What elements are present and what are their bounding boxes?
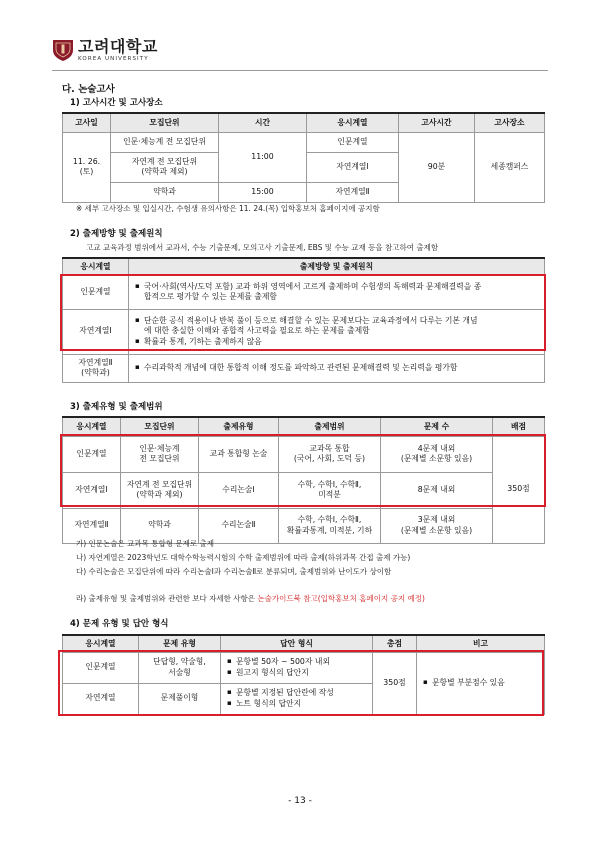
- s1-header-date: 고사일: [63, 113, 111, 132]
- s4-r1-b2: 원고지 형식의 답안지: [236, 667, 309, 677]
- s3-r2-count: 8문제 내외: [381, 472, 493, 508]
- s1-unit2-line2: (약학과 제외): [141, 167, 188, 176]
- s2-row3-bullet1: [135, 363, 542, 373]
- s3-r3-count-line2: (문제별 소문항 있음): [400, 525, 473, 535]
- s3-r2-range-line2: 미적분: [318, 490, 341, 499]
- answer-format-table: [62, 634, 545, 715]
- table-row: [63, 275, 545, 309]
- s4-header-total: 총점: [373, 635, 417, 652]
- s2-row2-bullet2: [135, 337, 542, 347]
- s3-r1-count-line2: (문제별 소문항 있음): [400, 454, 473, 463]
- s4-r2-format: [221, 683, 373, 714]
- s1-header-duration: 고사시간: [399, 113, 475, 132]
- table-row: [63, 354, 545, 382]
- s4-total: 350점: [373, 652, 417, 714]
- s4-r1-bullet2: [227, 668, 370, 678]
- table-row: [63, 132, 545, 152]
- university-name: 고려대학교: [78, 37, 158, 56]
- s2-title: 2) 출제방향 및 출제원칙: [70, 229, 163, 239]
- s4-r1-type-line2: 서술형: [168, 667, 191, 677]
- university-name-en: KOREA UNIVERSITY: [78, 56, 149, 62]
- s4-title: 4) 문제 유형 및 답안 형식: [70, 619, 169, 629]
- s3-r2-track: 자연계열Ⅰ: [63, 472, 121, 508]
- s2-header-direction: 출제방향 및 출제원칙: [129, 258, 545, 275]
- s3-header-count: 문제 수: [381, 417, 493, 436]
- s3-r3-range-line2: 확률과통계, 미적분, 기하: [286, 525, 373, 535]
- s4-header-remark: 비고: [417, 635, 545, 652]
- s3-title: 3) 출제유형 및 출제범위: [70, 402, 163, 412]
- s3-r1-unit-line1: 인문·체능계: [139, 443, 180, 453]
- s2-row3-b1: 수리과학적 개념에 대한 통합적 이해 정도를 파악하고 관련된 문제해결력 및 논리력을 평가함: [144, 362, 458, 372]
- s1-header-unit: 모집단위: [111, 113, 219, 132]
- s2-row3-track: [63, 354, 129, 382]
- s3-note-ga: 가) 인문논술은 교과목 통합형 문제로 출제: [76, 539, 215, 548]
- exam-scope-table: [62, 416, 545, 544]
- s3-header-range: 출제범위: [279, 417, 381, 436]
- section-title: 다. 논술고사: [62, 84, 115, 95]
- s4-remark: 문항별 부분점수 있음: [432, 677, 505, 687]
- s1-header-track: 응시계열: [307, 113, 399, 132]
- s3-r3-unit: 약학과: [121, 508, 199, 543]
- s3-r1-range-line2: (국어, 사회, 도덕 등): [293, 454, 366, 463]
- s1-unit1: 인문·체능계 전 모집단위: [111, 132, 219, 152]
- s3-header-type: 출제유형: [199, 417, 279, 436]
- s4-r2-b2: 노트 형식의 답안지: [236, 698, 302, 708]
- s1-venue: 세종캠퍼스: [475, 132, 545, 202]
- s2-header-track: 응시계열: [63, 258, 129, 275]
- s1-track3: 자연계열Ⅱ: [307, 182, 399, 202]
- page-header: [52, 38, 202, 68]
- s1-header-time: 시간: [219, 113, 307, 132]
- s1-time1: 11:00: [219, 132, 307, 182]
- s1-time2: 15:00: [219, 182, 307, 202]
- s2-row1-b1-line2: 합적으로 평가할 수 있는 문제를 출제함: [144, 292, 277, 301]
- s4-r1-bullet1: [227, 657, 370, 667]
- s3-r1-type: 교과 통합형 논술: [199, 436, 279, 472]
- korea-university-emblem-icon: [52, 38, 74, 62]
- s1-header-venue: 고사장소: [475, 113, 545, 132]
- s2-intro: 고교 교육과정 범위에서 교과서, 수능 기출문제, 모의고사 기출문제, EBS 및 수능 교재 등을 참고하여 출제함: [86, 243, 439, 252]
- table-row: [63, 508, 545, 543]
- s1-title: 1) 고사시간 및 고사장소: [70, 98, 163, 108]
- s3-note-ra-guidebook: 논술가이드북 참고(입학홍보처 홈페이지 공지 예정): [257, 594, 425, 603]
- s3-r3-track: 자연계열Ⅱ: [63, 508, 121, 543]
- s2-row2-b1-line1: 단순한 공식 적용이나 반복 풀이 등으로 해결할 수 있는 문제보다는 교육과정에서 다루는 기본 개념: [144, 316, 478, 326]
- s4-r1-type: [139, 652, 221, 683]
- s3-r2-unit-line1: 자연계 전 모집단위: [126, 479, 193, 489]
- s1-date-cell: [63, 132, 111, 202]
- s4-r1-b1: 문항별 50자 ~ 500자 내외: [236, 657, 330, 667]
- s3-header-track: 응시계열: [63, 417, 121, 436]
- s2-row1-content: [129, 275, 545, 309]
- s4-header-type: 문제 유형: [139, 635, 221, 652]
- s1-unit2: [111, 152, 219, 182]
- s1-date-line2: (토): [79, 167, 94, 176]
- exam-schedule-table: [62, 112, 545, 203]
- s3-r2-unit-line2: (약학과 제외): [136, 490, 183, 499]
- s4-remark-cell: [417, 652, 545, 714]
- s2-row3-track-line1: 자연계열Ⅱ: [78, 357, 113, 367]
- s2-row2-track: 자연계열Ⅰ: [63, 309, 129, 354]
- s3-header-unit: 모집단위: [121, 417, 199, 436]
- s3-r1-range-line1: 교과목 통합: [309, 443, 350, 453]
- s3-r1-unit-line2: 전 모집단위: [139, 454, 180, 463]
- s4-r1-format: [221, 652, 373, 683]
- s2-row2-b2: 확률과 통계, 기하는 출제하지 않음: [144, 336, 262, 346]
- page-number: - 13 -: [288, 796, 312, 806]
- s3-header-score: 배점: [493, 417, 545, 436]
- s3-r1-count-line1: 4문제 내외: [417, 443, 456, 453]
- s3-r3-type: 수리논술Ⅱ: [199, 508, 279, 543]
- s2-row1-track: 인문계열: [63, 275, 129, 309]
- s2-row1-b1-line1: 국어·사회(역사/도덕 포함) 교과 하위 영역에서 고르게 출제하며 수험생의 독해력과 문제해결력을 종: [144, 281, 482, 291]
- table-row: [63, 436, 545, 472]
- s4-remark-bullet: [423, 678, 542, 688]
- s4-r2-type: 문제풀이형: [139, 683, 221, 714]
- exam-direction-table: [62, 257, 545, 383]
- s3-note-na: 나) 자연계열은 2023학년도 대학수학능력시험의 수학 출제범위에 따라 출제(하위과목 간접 출제 가능): [76, 553, 411, 562]
- s2-row2-content: [129, 309, 545, 354]
- s2-row3-track-line2: (약학과): [81, 368, 110, 377]
- s3-note-ra: [76, 594, 425, 604]
- table-row: [63, 652, 545, 683]
- s1-date-line1: 11. 26.: [72, 156, 101, 166]
- s1-unit3: 약학과: [111, 182, 219, 202]
- s4-r2-track: 자연계열: [63, 683, 139, 714]
- s2-row3-content: [129, 354, 545, 382]
- s3-r3-range-line1: 수학, 수학Ⅰ, 수학Ⅱ,: [297, 515, 362, 525]
- s3-r1-track: 인문계열: [63, 436, 121, 472]
- s1-unit2-line1: 자연계 전 모집단위: [131, 156, 198, 166]
- s3-r1-unit: [121, 436, 199, 472]
- s4-r1-track: 인문계열: [63, 652, 139, 683]
- s1-track2: 자연계열Ⅰ: [307, 152, 399, 182]
- s2-row1-bullet1: [135, 282, 542, 302]
- s4-r2-bullet1: [227, 688, 370, 698]
- s3-r1-count: [381, 436, 493, 472]
- s1-duration: 90분: [399, 132, 475, 202]
- s4-r2-bullet2: [227, 699, 370, 709]
- s3-r3-count: [381, 508, 493, 543]
- s3-r1-range: [279, 436, 381, 472]
- s3-r3-range: [279, 508, 381, 543]
- s4-header-track: 응시계열: [63, 635, 139, 652]
- s3-r2-type: 수리논술Ⅰ: [199, 472, 279, 508]
- s3-note-ra-main: 라) 출제유형 및 출제범위와 관련한 보다 자세한 사항은: [76, 594, 258, 603]
- s3-r3-count-line1: 3문제 내외: [417, 515, 456, 525]
- s4-r1-type-line1: 단답형, 약술형,: [153, 657, 206, 667]
- table-row: [63, 309, 545, 354]
- s4-r2-b1: 문항별 지정된 답안란에 작성: [236, 688, 334, 698]
- table-row: [63, 472, 545, 508]
- s4-header-format: 답안 형식: [221, 635, 373, 652]
- s3-score: 350점: [493, 436, 545, 543]
- s3-r2-range-line1: 수학, 수학Ⅰ, 수학Ⅱ,: [297, 479, 362, 489]
- s3-r2-unit: [121, 472, 199, 508]
- s3-r2-range: [279, 472, 381, 508]
- s2-row2-bullet1: [135, 316, 542, 336]
- s1-track1: 인문계열: [307, 132, 399, 152]
- header-divider: [52, 70, 548, 71]
- s3-note-da: 다) 수리논술은 모집단위에 따라 수리논술Ⅰ과 수리논술Ⅱ로 분류되며, 출제범위와 난이도가 상이함: [76, 567, 392, 576]
- s1-note: ※ 세부 고사장소 및 입실시간, 수험생 유의사항은 11. 24.(목) 입학홍보처 홈페이지에 공지함: [76, 204, 380, 213]
- s2-row2-b1-line2: 에 대한 충실한 이해와 종합적 사고력을 필요로 하는 문제를 출제함: [144, 326, 370, 336]
